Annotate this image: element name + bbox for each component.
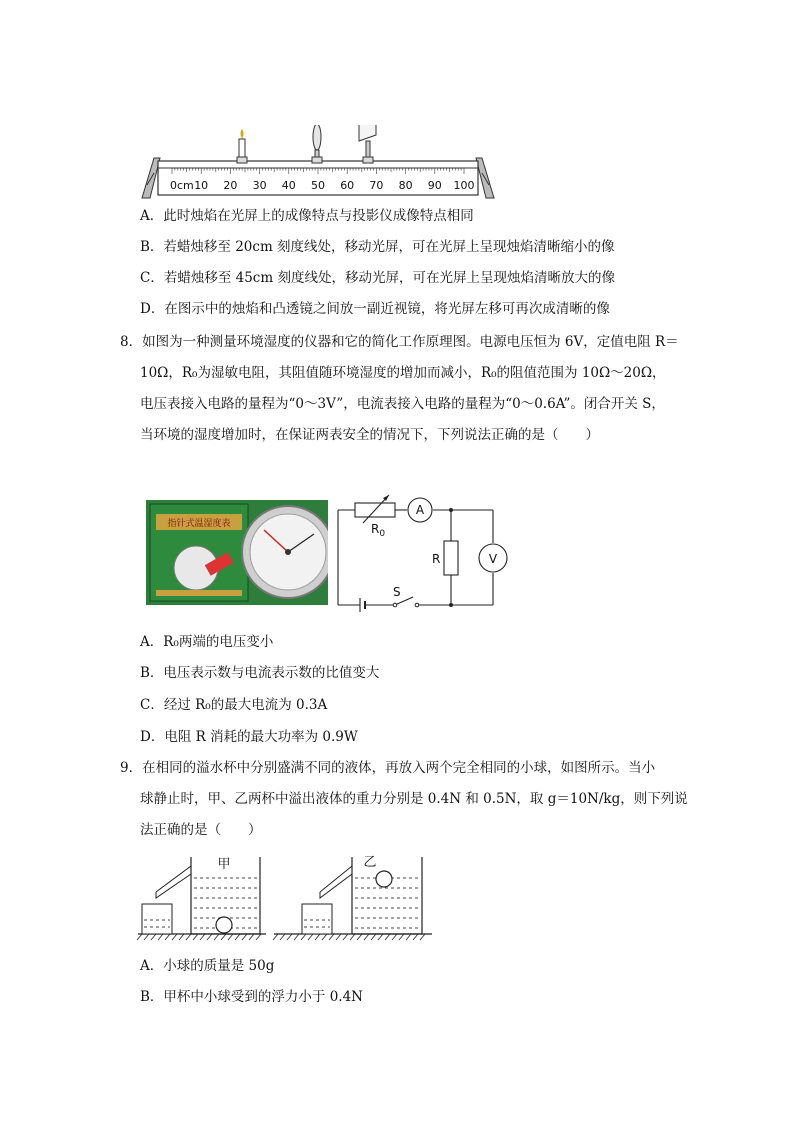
q9-stem-line-2: 球静止时，甲、乙两杯中溢出液体的重力分别是 0.4N 和 0.5N，取 g＝10N/kg，则下列说	[140, 791, 688, 807]
light-screen	[359, 125, 376, 163]
bench-tick-label: 100	[453, 179, 475, 192]
q9-stem-line-1: 9．在相同的溢水杯中分别盛满不同的液体，再放入两个完全相同的小球，如图所示。当小	[120, 760, 656, 776]
q8-option-a: A．R₀两端的电压变小	[140, 634, 274, 650]
ball-yi	[376, 871, 392, 887]
q8-option-d: D．电阻 R 消耗的最大功率为 0.9W	[140, 729, 358, 745]
q8-stem-line-1: 8．如图为一种测量环境湿度的仪器和它的简化工作原理图。电源电压恒为 6V，定值电阻 R＝	[120, 334, 679, 350]
cup-jia	[142, 857, 260, 934]
cup-label-yi: 乙	[363, 855, 377, 870]
q7-option-c: C．若蜡烛移至 45cm 刻度线处，移动光屏，可在光屏上呈现烛焰清晰放大的像	[140, 270, 615, 286]
bench-tick-label: 50	[311, 179, 325, 192]
q8-stem-line-2: 10Ω，R₀为湿敏电阻，其阻值随环境湿度的增加而减小，R₀的阻值范围为 10Ω～20Ω，	[140, 365, 666, 381]
r-label: R	[432, 552, 441, 566]
bench-tick-label: 90	[427, 179, 442, 192]
overflow-cups-figure	[136, 852, 436, 942]
q8-stem-line-4: 当环境的湿度增加时，在保证两表安全的情况下，下列说法正确的是（ ）	[140, 427, 599, 443]
bench-tick-label: 80	[398, 179, 413, 192]
bench-tick-label: 20	[223, 179, 238, 192]
hygrometer-photo	[146, 500, 328, 605]
q9-option-b: B．甲杯中小球受到的浮力小于 0.4N	[140, 989, 363, 1005]
q7-option-d: D．在图示中的烛焰和凸透镜之间放一副近视镜，将光屏左移可再次成清晰的像	[140, 301, 610, 317]
bench-tick-label: 0cm	[170, 179, 194, 192]
convex-lens	[312, 125, 322, 163]
q7-option-b: B．若蜡烛移至 20cm 刻度线处，移动光屏，可在光屏上呈现烛焰清晰缩小的像	[140, 239, 615, 255]
bench-tick-label: 40	[281, 179, 296, 192]
circuit-diagram	[333, 493, 511, 615]
cup-label-jia: 甲	[217, 857, 231, 872]
cup-yi	[302, 855, 422, 934]
voltmeter	[479, 544, 507, 572]
switch-label: S	[393, 585, 401, 599]
bench-tick-label: 70	[369, 179, 384, 192]
q8-option-c: C．经过 R₀的最大电流为 0.3A	[140, 697, 328, 713]
ball-jia	[216, 917, 232, 933]
bench-tick-label: 10	[194, 179, 209, 192]
optical-bench-figure	[138, 125, 498, 200]
q8-option-b: B．电压表示数与电流表示数的比值变大	[140, 665, 380, 681]
q7-option-a: A．此时烛焰在光屏上的成像特点与投影仪成像特点相同	[140, 208, 474, 224]
bench-tick-label: 30	[252, 179, 267, 192]
q9-stem-line-3: 法正确的是（ ）	[140, 822, 262, 838]
svg-text:V: V	[488, 552, 498, 566]
photo-box-label: 指针式温湿度表	[167, 519, 231, 529]
q8-stem-line-3: 电压表接入电路的量程为“0～3V”，电流表接入电路的量程为“0～0.6A”。闭合开关 S，	[140, 396, 665, 412]
svg-text:A: A	[415, 503, 425, 517]
candle	[237, 129, 247, 163]
ammeter	[408, 498, 432, 522]
q9-option-a: A．小球的质量是 50g	[140, 958, 275, 974]
bench-tick-label: 60	[340, 179, 355, 192]
r0-label: $R_0$	[371, 522, 386, 539]
